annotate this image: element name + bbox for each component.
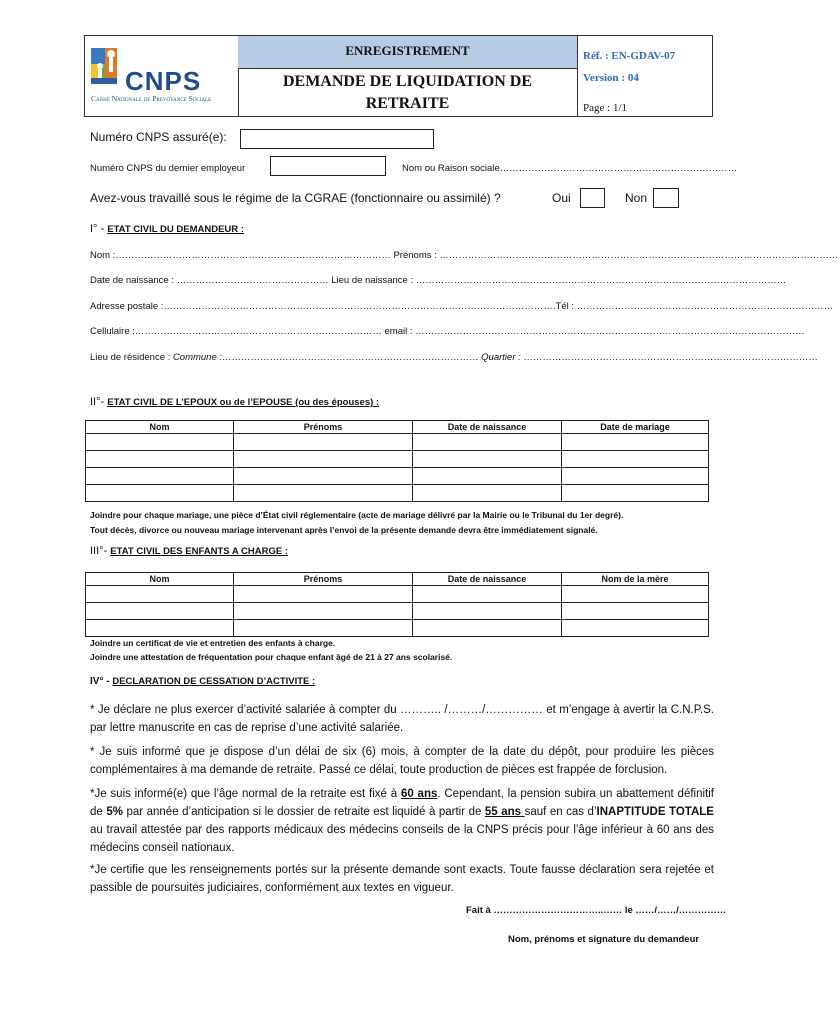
section3-heading [90, 545, 288, 557]
section3-number: III°- [90, 545, 111, 557]
col-nom-mere: Nom de la mère [562, 573, 709, 586]
raison-sociale-field[interactable]: Nom ou Raison sociale………………………………………………………………… [402, 163, 738, 174]
col-prenoms: Prénoms [234, 421, 413, 434]
section1-heading [90, 223, 244, 235]
spouse-note-2: Tout décès, divorce ou nouveau mariage intervenant après l’envoi de la présente demande devra être immédiatement signalé. [90, 525, 598, 535]
declaration-paragraph-2: * Je suis informé que je dispose d’un délai de six (6) mois, à compter de la date du dépôt, pour produire les pièces complémentaires à ma demande de retraite. Passé ce délai, toute production de pièces est frappée de forclusion. [90, 746, 714, 776]
p3-text: au travail attestée par des rapports médicaux des médecins conseils de la CNPS précis pour l’âge inférieur à 60 ans des médecins conseil nationaux. [90, 824, 714, 854]
document-title-line1: DEMANDE DE LIQUIDATION DE [282, 73, 533, 90]
spouse-note-1: Joindre pour chaque mariage, une pièce d’État civil réglementaire (acte de mariage délivré par la Mairie ou le Tribunal du 1er degré). [90, 510, 624, 520]
col-nom: Nom [86, 421, 234, 434]
p3-text: . Cependant, la pension subira un abattement définitif de [90, 788, 714, 818]
residence-label: Lieu de résidence : [90, 352, 173, 363]
quartier-dots: ………………………………………………………………………………… [520, 352, 818, 363]
oui-checkbox[interactable] [580, 188, 605, 208]
nom-prenoms-line[interactable]: Nom :…………………………………………………………………………… Prénoms : ……………………………………………………………………………………………………………… [90, 250, 838, 261]
col-prenoms: Prénoms [234, 573, 413, 586]
commune-dots: ……………………………………………………………………… [222, 352, 482, 363]
signature-label: Nom, prénoms et signature du demandeur [508, 934, 700, 945]
section4-title: DECLARATION DE CESSATION D’ACTIVITE : [112, 676, 316, 687]
table-row[interactable] [86, 468, 709, 485]
header-ref-cell [577, 36, 712, 116]
table-row[interactable] [86, 603, 709, 620]
logo-subtitle: Caisse Nationale de Prevoyance Sociale [91, 94, 212, 103]
section2-title: ETAT CIVIL DE L’EPOUX ou de l’EPOUSE (ou des épouses) : [107, 397, 380, 408]
children-note-1: Joindre un certificat de vie et entretien des enfants à charge. [90, 638, 336, 648]
section2-heading [90, 396, 379, 408]
section1-title: ETAT CIVIL DU DEMANDEUR : [107, 224, 244, 235]
fait-a-line[interactable]: Fait à ……………………………..…… le ……/……/…………… [466, 905, 727, 916]
document-version: Version : 04 [583, 72, 639, 84]
numero-assure-input[interactable] [240, 129, 434, 149]
naissance-line[interactable]: Date de naissance : ………………………………………… Lieu de naissance : ……………………………………………………………………………………………………… [90, 275, 787, 286]
quartier-label: Quartier : [481, 352, 521, 363]
cellulaire-email-line[interactable]: Cellulaire :…………………………………………………………………… email : …………………………………………………………………………………………………………… [90, 326, 805, 337]
p3-inaptitude: INAPTITUDE TOTALE [596, 806, 714, 818]
residence-line[interactable] [90, 352, 818, 363]
p3-age-anticipation: 55 ans [484, 806, 525, 818]
document-ref: Réf. : EN-GDAV-07 [583, 50, 676, 62]
document-page: Page : 1/1 [583, 102, 627, 114]
non-label: Non [625, 191, 648, 205]
table-row[interactable] [86, 434, 709, 451]
declaration-paragraph-4: *Je certifie que les renseignements portés sur la présente demande sont exacts. Toute fausse déclaration sera rejetée et passible de poursuites judiciaires, conformément aux textes en vigueur. [90, 864, 714, 894]
header-section-label: ENREGISTREMENT [238, 36, 577, 69]
adresse-tel-line[interactable]: Adresse postale :…………………………………………………………………………………………………………….Tél : ……………………………………………………………………… [90, 301, 834, 312]
numero-assure-label: Numéro CNPS assuré(e): [90, 130, 227, 144]
section4-number: IV° - [90, 676, 113, 687]
table-row[interactable] [86, 620, 709, 637]
logo-text: CNPS [125, 66, 202, 96]
document-title-line2: RETRAITE [365, 95, 450, 112]
spouse-table-header [86, 421, 709, 434]
document-header [84, 35, 713, 117]
header-title-cell [238, 36, 578, 116]
cnps-logo [85, 36, 239, 116]
spouse-table [85, 420, 709, 502]
children-note-2: Joindre une attestation de fréquentation pour chaque enfant âgé de 21 à 27 ans scolarisé. [90, 652, 453, 662]
p3-text: par année d’anticipation si le dossier de retraite est liquidé à partir de [122, 806, 485, 818]
numero-employeur-input[interactable] [270, 156, 386, 176]
section2-number: II°- [90, 396, 108, 408]
children-table [85, 572, 709, 637]
children-table-header [86, 573, 709, 586]
table-row[interactable] [86, 586, 709, 603]
section1-number: I° - [90, 223, 108, 235]
p3-text: sauf en cas d’ [524, 806, 597, 818]
col-date-naissance: Date de naissance [413, 573, 562, 586]
declaration-paragraph-1: * Je déclare ne plus exercer d’activité salariée à compter du ……….. /………/…………… et m’engage à avertir la C.N.P.S. par lettre manuscrite en cas de reprise d’une activité salariée. [90, 704, 714, 734]
table-row[interactable] [86, 485, 709, 502]
numero-employeur-label: Numéro CNPS du dernier employeur [90, 163, 246, 174]
col-nom: Nom [86, 573, 234, 586]
declaration-paragraph-3 [90, 785, 714, 857]
table-row[interactable] [86, 451, 709, 468]
non-checkbox[interactable] [653, 188, 679, 208]
commune-label: Commune : [172, 352, 223, 363]
p3-abattement: 5% [106, 806, 123, 818]
document-title [238, 69, 577, 115]
section4-heading [90, 676, 315, 687]
p3-age-normal: 60 ans [400, 788, 438, 800]
oui-label: Oui [552, 191, 571, 205]
cgrae-question: Avez-vous travaillé sous le régime de la CGRAE (fonctionnaire ou assimilé) ? [90, 191, 501, 205]
col-date-mariage: Date de mariage [562, 421, 709, 434]
section3-title: ETAT CIVIL DES ENFANTS A CHARGE : [110, 546, 288, 557]
col-date-naissance: Date de naissance [413, 421, 562, 434]
p3-text: *Je suis informé(e) que l’âge normal de la retraite est fixé à [90, 788, 401, 800]
